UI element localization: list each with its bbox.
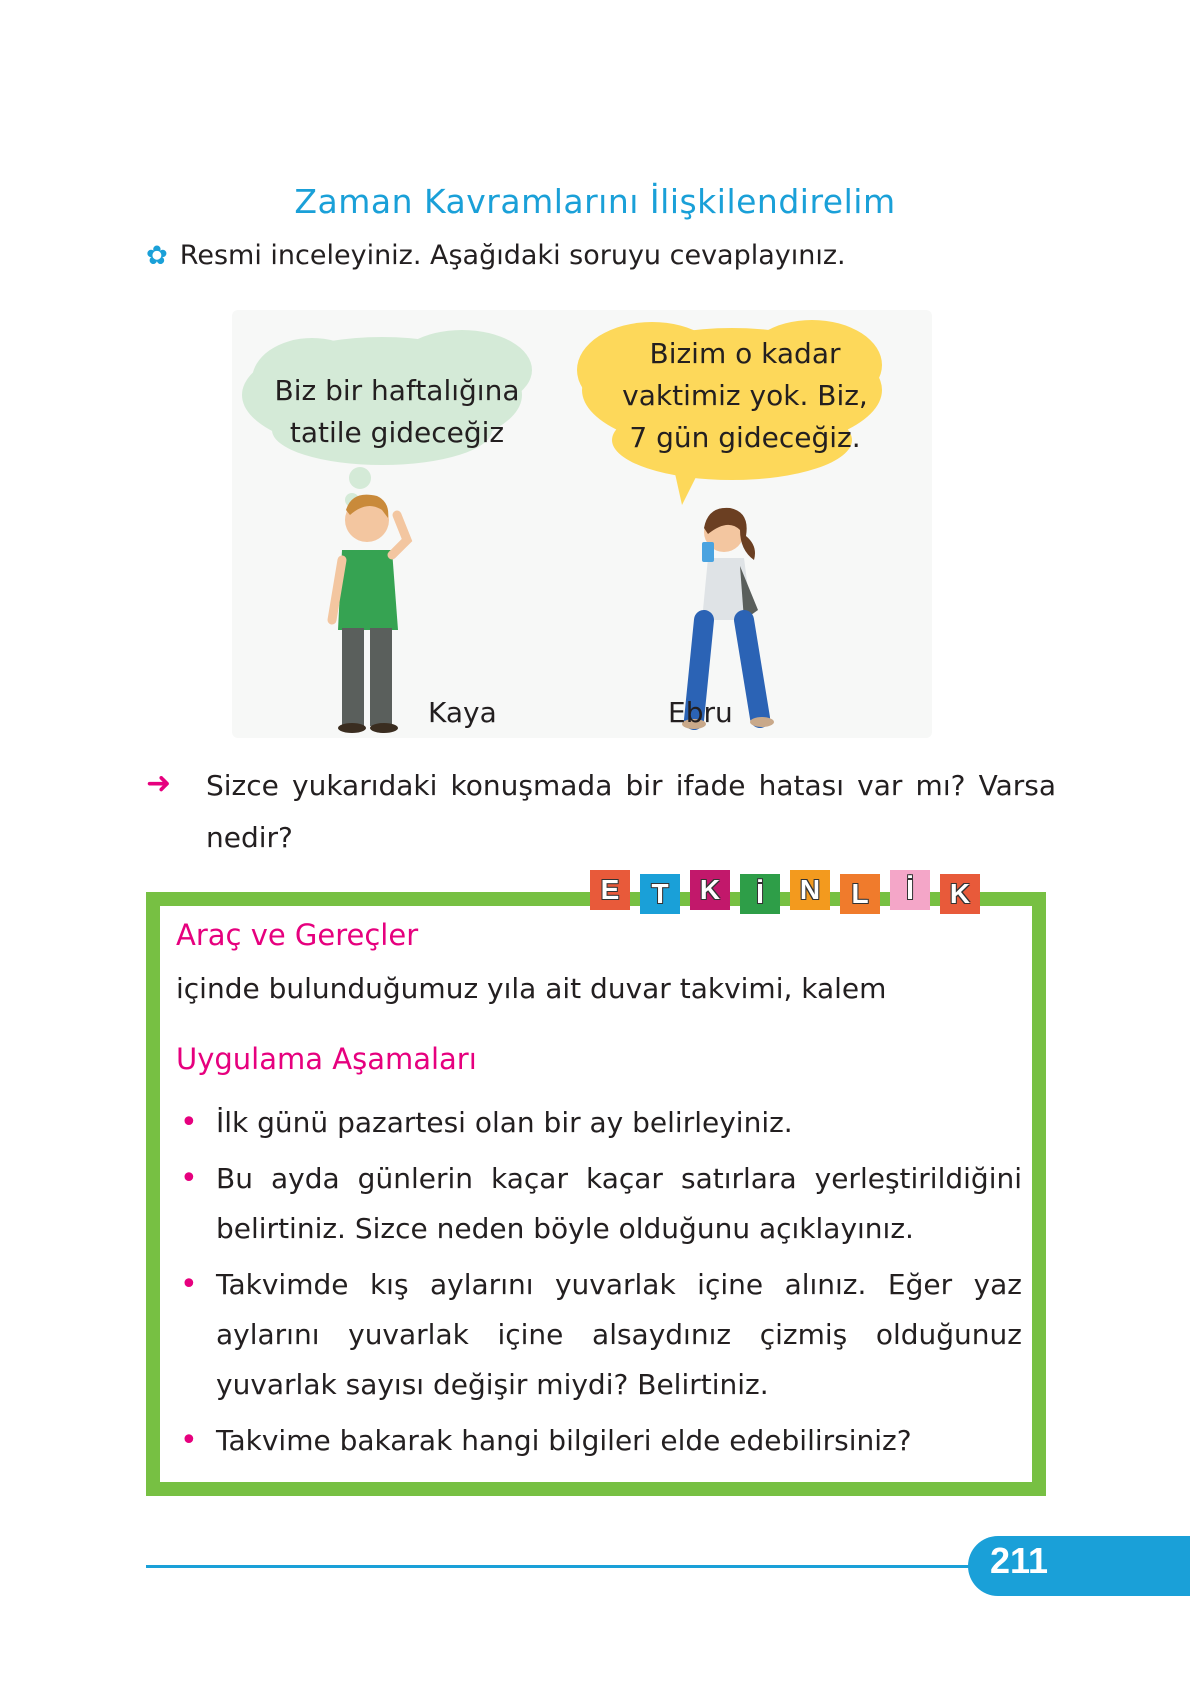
tools-heading: Araç ve Gereçler (176, 918, 419, 952)
speech-line: vaktimiz yok. Biz, (622, 379, 868, 412)
flower-icon: ✿ (146, 241, 168, 271)
speech-line: 7 gün gideceğiz. (629, 421, 861, 454)
speech-line: Bizim o kadar (649, 337, 841, 370)
boy-figure (332, 495, 407, 733)
list-item (176, 1260, 1022, 1410)
name-label-ebru: Ebru (668, 696, 733, 729)
instruction (146, 240, 846, 271)
list-item (176, 1098, 1022, 1148)
bullet-icon: • (180, 1423, 198, 1458)
banner-letter-tile: E (590, 870, 630, 910)
speech-text-left (262, 370, 532, 454)
banner-letter-tile: N (790, 870, 830, 910)
step-text: Takvime bakarak hangi bilgileri elde edebilirsiniz? (216, 1424, 912, 1457)
speech-line: tatile gideceğiz (289, 416, 505, 449)
arrow-right-icon: ➜ (146, 766, 172, 801)
bullet-icon: • (180, 1161, 198, 1196)
instruction-text: Resmi inceleyiniz. Aşağıdaki soruyu cevaplayınız. (179, 240, 846, 271)
steps-list (176, 1098, 1022, 1472)
banner-letter-tile: K (940, 874, 980, 914)
tools-text: içinde bulunduğumuz yıla ait duvar takvimi, kalem (176, 972, 887, 1005)
banner-letter-tile: L (840, 874, 880, 914)
step-text: Takvimde kış aylarını yuvarlak içine alınız. Eğer yaz aylarını yuvarlak içine alsaydınız çizmiş olduğunuz yuvarlak sayısı değişir miydi? Belirtiniz. (216, 1268, 1022, 1401)
question-text: Sizce yukarıdaki konuşmada bir ifade hatası var mı? Varsa nedir? (206, 769, 1056, 854)
step-text: İlk günü pazartesi olan bir ay belirleyiniz. (216, 1106, 793, 1139)
banner-letter-tile: T (640, 874, 680, 914)
page-number: 211 (990, 1540, 1049, 1581)
speech-line: Biz bir haftalığına (274, 374, 520, 407)
speech-text-right (615, 333, 875, 459)
question (146, 760, 1056, 864)
page-title: Zaman Kavramlarını İlişkilendirelim (294, 182, 896, 221)
bullet-icon: • (180, 1105, 198, 1140)
banner-letter-tile: K (690, 870, 730, 910)
step-text: Bu ayda günlerin kaçar kaçar satırlara yerleştirildiğini belirtiniz. Sizce neden böyle olduğunu açıklayınız. (216, 1162, 1022, 1245)
name-label-kaya: Kaya (428, 696, 497, 729)
bullet-icon: • (180, 1267, 198, 1302)
banner-letter-tile: İ (740, 874, 780, 914)
list-item (176, 1416, 1022, 1466)
banner-letter-tile: İ (890, 870, 930, 910)
list-item (176, 1154, 1022, 1254)
steps-heading: Uygulama Aşamaları (176, 1042, 477, 1076)
footer-line (146, 1565, 986, 1568)
